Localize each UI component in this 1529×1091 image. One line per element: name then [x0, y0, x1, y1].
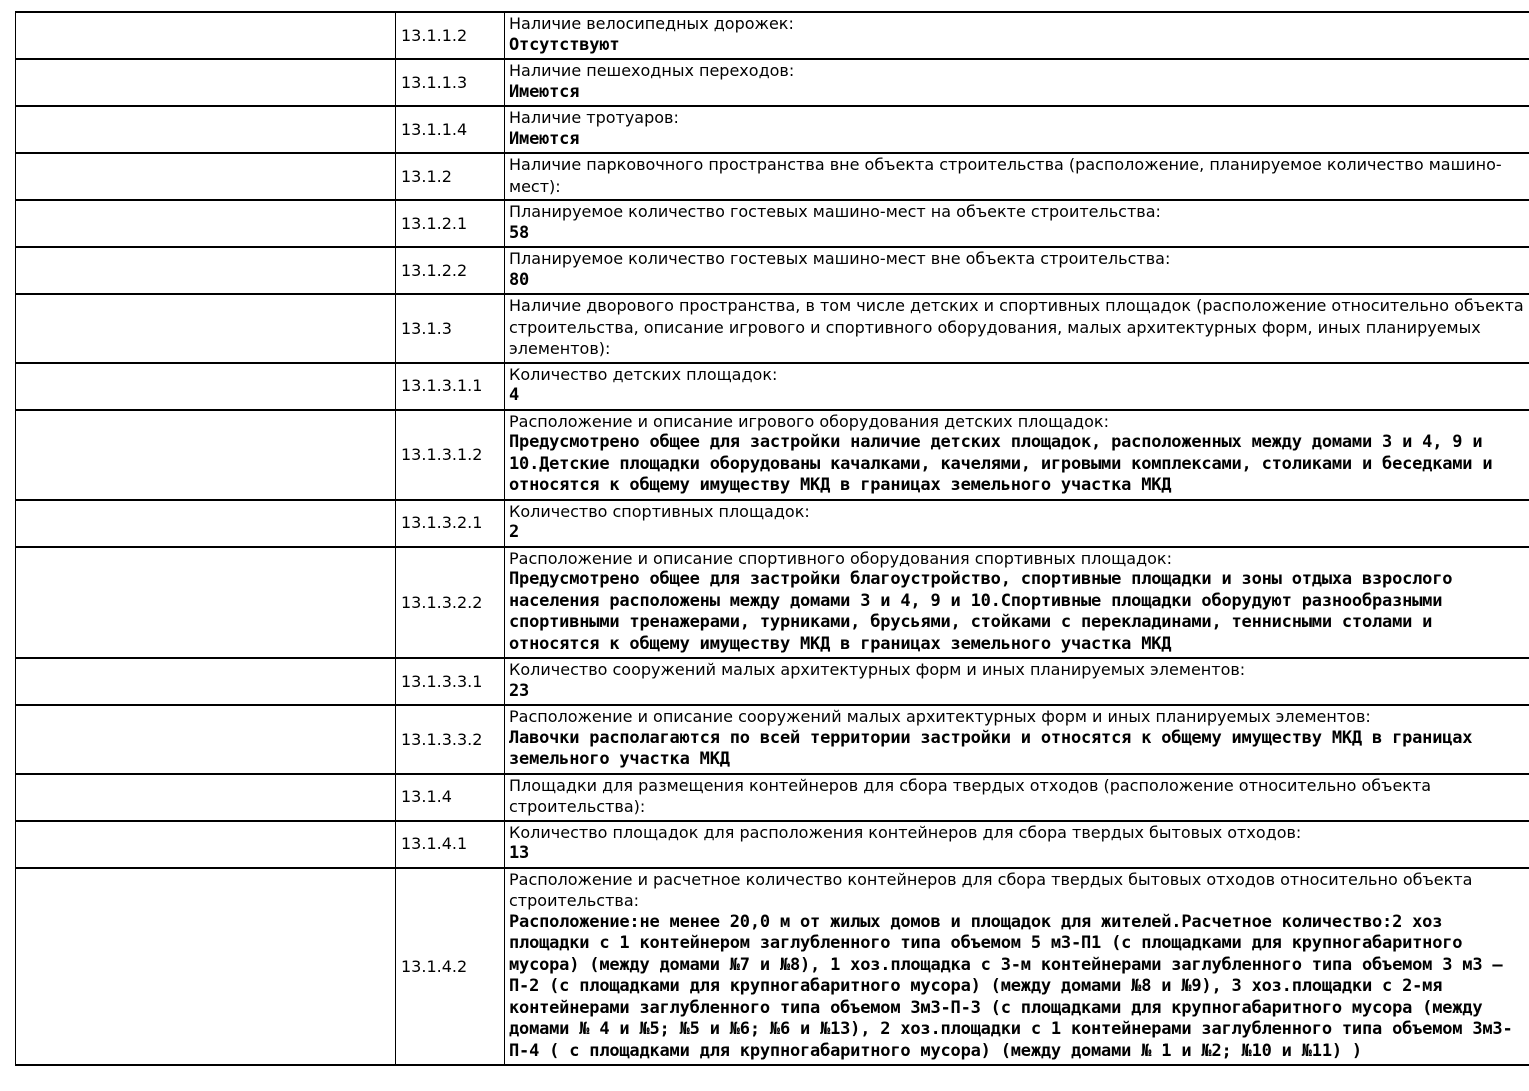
- table-row: [16, 12, 1529, 59]
- table-row: [16, 410, 1529, 500]
- table-row: [16, 247, 1529, 294]
- row-code: 13.1.2.2: [396, 247, 505, 294]
- row-content: [505, 59, 1529, 106]
- row-value: Предусмотрено общее для застройки наличие детских площадок, расположенных между домами 3 и 4, 9 и 10.Детские площадки оборудованы качалками, качелями, игровыми комплексами, столиками и беседками и относятся к общему имуществу МКД в границах земельного участка МКД: [509, 432, 1529, 497]
- row-spacer-cell: [16, 153, 396, 200]
- table-row: [16, 868, 1529, 1066]
- row-label: Количество детских площадок:: [509, 364, 1529, 386]
- row-code: 13.1.2: [396, 153, 505, 200]
- row-content: [505, 363, 1529, 410]
- table-row: [16, 774, 1529, 821]
- row-content: [505, 500, 1529, 547]
- row-content: [505, 547, 1529, 659]
- row-value: 2: [509, 522, 1529, 544]
- table-row: [16, 821, 1529, 868]
- row-content: [505, 658, 1529, 705]
- row-label: Наличие велосипедных дорожек:: [509, 13, 1529, 35]
- project-declaration-table: [15, 11, 1529, 1066]
- row-value: 80: [509, 270, 1529, 292]
- row-code: 13.1.4.2: [396, 868, 505, 1066]
- row-spacer-cell: [16, 410, 396, 500]
- row-code: 13.1.3.3.1: [396, 658, 505, 705]
- row-value: 4: [509, 385, 1529, 407]
- row-label: Планируемое количество гостевых машино-мест вне объекта строительства:: [509, 248, 1529, 270]
- row-spacer-cell: [16, 363, 396, 410]
- row-label: Количество спортивных площадок:: [509, 501, 1529, 523]
- table-row: [16, 106, 1529, 153]
- row-label: Наличие пешеходных переходов:: [509, 60, 1529, 82]
- row-code: 13.1.1.2: [396, 12, 505, 59]
- row-label: Наличие тротуаров:: [509, 107, 1529, 129]
- row-spacer-cell: [16, 12, 396, 59]
- table-row: [16, 59, 1529, 106]
- row-content: [505, 247, 1529, 294]
- table-row: [16, 547, 1529, 659]
- row-spacer-cell: [16, 705, 396, 774]
- row-label: Площадки для размещения контейнеров для сбора твердых отходов (расположение относительно объекта строительства):: [509, 775, 1529, 818]
- row-value: Лавочки располагаются по всей территории застройки и относятся к общему имуществу МКД в границах земельного участка МКД: [509, 728, 1529, 771]
- row-value: 13: [509, 843, 1529, 865]
- table-row: [16, 658, 1529, 705]
- row-content: [505, 410, 1529, 500]
- row-content: [505, 294, 1529, 363]
- row-code: 13.1.1.3: [396, 59, 505, 106]
- row-spacer-cell: [16, 547, 396, 659]
- row-code: 13.1.1.4: [396, 106, 505, 153]
- row-value: Предусмотрено общее для застройки благоустройство, спортивные площадки и зоны отдыха взрослого населения расположены между домами 3 и 4, 9 и 10.Спортивные площадки оборудуют разнообразными спортивными тренажерами, турниками, брусьями, стойками с перекладинами, теннисными столами и относятся к общему имуществу МКД в границах земельного участка МКД: [509, 569, 1529, 655]
- row-spacer-cell: [16, 59, 396, 106]
- row-code: 13.1.2.1: [396, 200, 505, 247]
- row-content: [505, 774, 1529, 821]
- row-spacer-cell: [16, 821, 396, 868]
- row-label: Расположение и расчетное количество контейнеров для сбора твердых бытовых отходов относительно объекта строительства:: [509, 869, 1529, 912]
- table-row: [16, 153, 1529, 200]
- row-value: Имеются: [509, 82, 1529, 104]
- row-value: Имеются: [509, 129, 1529, 151]
- row-content: [505, 821, 1529, 868]
- row-label: Расположение и описание спортивного оборудования спортивных площадок:: [509, 548, 1529, 570]
- row-label: Расположение и описание сооружений малых архитектурных форм и иных планируемых элементов:: [509, 706, 1529, 728]
- row-value: 58: [509, 223, 1529, 245]
- row-label: Наличие парковочного пространства вне объекта строительства (расположение, планируемое количество машино-мест):: [509, 154, 1529, 197]
- row-spacer-cell: [16, 658, 396, 705]
- row-code: 13.1.3.2.1: [396, 500, 505, 547]
- row-code: 13.1.4: [396, 774, 505, 821]
- table-row: [16, 705, 1529, 774]
- row-code: 13.1.3.1.2: [396, 410, 505, 500]
- table-row: [16, 200, 1529, 247]
- row-spacer-cell: [16, 200, 396, 247]
- row-code: 13.1.3: [396, 294, 505, 363]
- row-label: Наличие дворового пространства, в том числе детских и спортивных площадок (расположение относительно объекта строительства, описание игрового и спортивного оборудования, малых архитектурных форм, иных планируемых элементов):: [509, 295, 1529, 360]
- row-content: [505, 106, 1529, 153]
- row-content: [505, 153, 1529, 200]
- page: [0, 11, 1529, 1091]
- table-body: [16, 12, 1529, 1065]
- row-spacer-cell: [16, 500, 396, 547]
- row-value: 23: [509, 681, 1529, 703]
- row-code: 13.1.3.2.2: [396, 547, 505, 659]
- row-label: Количество площадок для расположения контейнеров для сбора твердых бытовых отходов:: [509, 822, 1529, 844]
- row-value: Отсутствуют: [509, 35, 1529, 57]
- row-code: 13.1.3.1.1: [396, 363, 505, 410]
- row-content: [505, 705, 1529, 774]
- row-label: Количество сооружений малых архитектурных форм и иных планируемых элементов:: [509, 659, 1529, 681]
- row-spacer-cell: [16, 247, 396, 294]
- table-row: [16, 294, 1529, 363]
- row-code: 13.1.3.3.2: [396, 705, 505, 774]
- row-spacer-cell: [16, 774, 396, 821]
- table-row: [16, 500, 1529, 547]
- row-code: 13.1.4.1: [396, 821, 505, 868]
- row-content: [505, 868, 1529, 1066]
- table-row: [16, 363, 1529, 410]
- row-spacer-cell: [16, 868, 396, 1066]
- row-content: [505, 12, 1529, 59]
- row-spacer-cell: [16, 106, 396, 153]
- row-value: Расположение:не менее 20,0 м от жилых домов и площадок для жителей.Расчетное количество:2 хоз площадки с 1 контейнером заглубленного типа объемом 5 м3-П1 (с площадками для крупногабаритного мусора) (между домами №7 и №8), 1 хоз.площадка с 3-м контейнерами заглубленного типа объемом 3 м3 – П-2 (с площадками для крупногабаритного мусора) (между домами №8 и №9), 3 хоз.площадки с 2-мя контейнерами заглубленного типа объемом 3м3-П-3 (с площадками для крупногабаритного мусора (между домами № 4 и №5; №5 и №6; №6 и №13), 2 хоз.площадки с 1 контейнерами заглубленного типа объемом 3м3-П-4 ( с площадками для крупногабаритного мусора) (между домами № 1 и №2; №10 и №11) ): [509, 912, 1529, 1063]
- row-spacer-cell: [16, 294, 396, 363]
- row-label: Расположение и описание игрового оборудования детских площадок:: [509, 411, 1529, 433]
- row-label: Планируемое количество гостевых машино-мест на объекте строительства:: [509, 201, 1529, 223]
- row-content: [505, 200, 1529, 247]
